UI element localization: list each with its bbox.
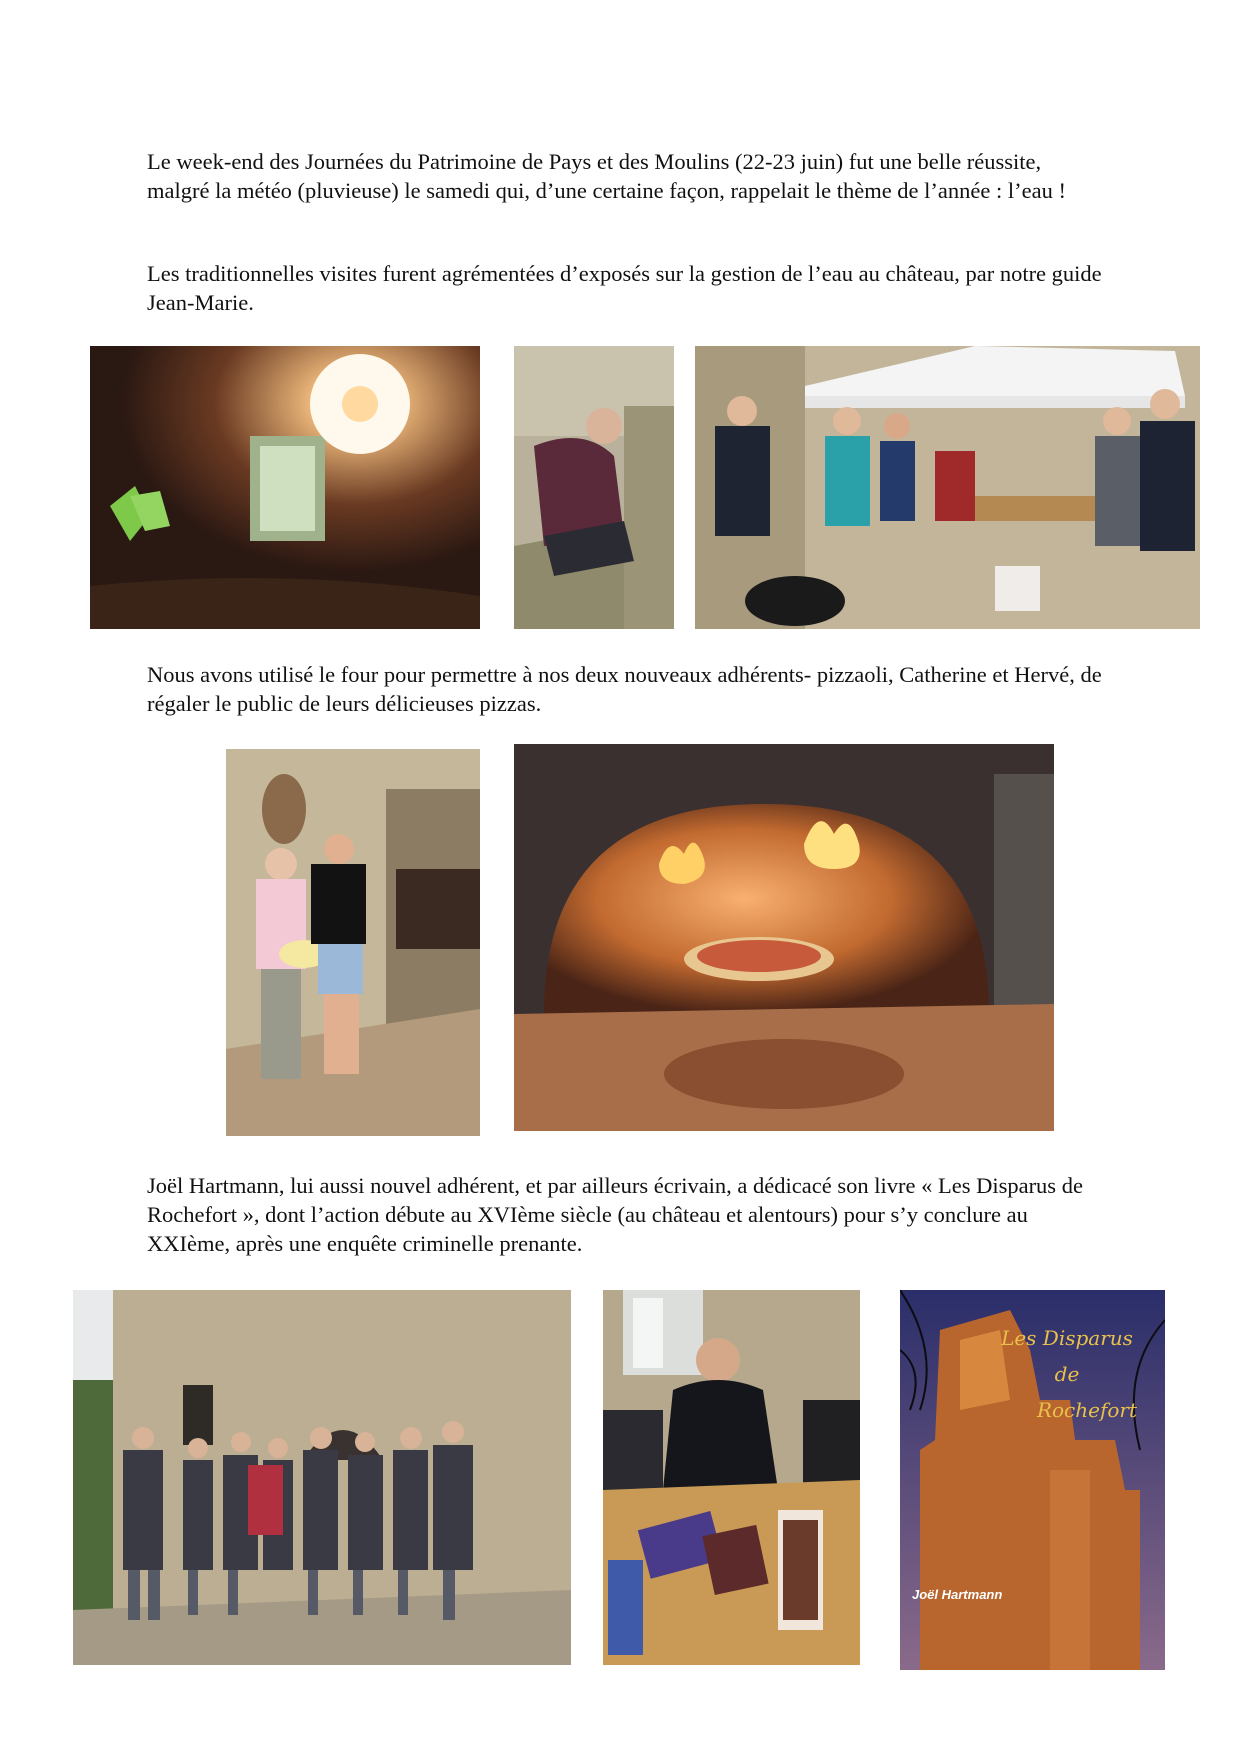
intro-paragraph: Le week-end des Journées du Patrimoine de Pays et des Moulins (22-23 juin) fut une belle réussite, malgré la météo (pluvieuse) le samedi qui, d’une certaine façon, rappelait le thème de l’année : l’eau !	[147, 149, 1066, 203]
book-cover-title: Les Disparus de Rochefort	[1001, 1326, 1137, 1422]
pizza-paragraph: Nous avons utilisé le four pour permettre à nos deux nouveaux adhérents- pizzaoli, Catherine et Hervé, de régaler le public de leurs délicieuses pizzas.	[147, 662, 1102, 716]
photo-cave-lamp	[90, 346, 480, 629]
photo-author-signing	[603, 1290, 860, 1665]
photo-pizza-oven	[514, 744, 1054, 1131]
book-paragraph: Joël Hartmann, lui aussi nouvel adhérent, et par ailleurs écrivain, a dédicacé son livre « Les Disparus de Rochefort », dont l’action débute au XVIème siècle (au château et alentours) pour s’y conclure au XXIème, après une enquête criminelle prenante.	[147, 1173, 1083, 1256]
visits-paragraph: Les traditionnelles visites furent agrémentées d’exposés sur la gestion de l’eau au château, par notre guide Jean-Marie.	[147, 261, 1102, 315]
book-cover	[900, 1290, 1165, 1670]
photo-man-kneeling	[514, 346, 674, 629]
photo-group-tent	[695, 346, 1200, 629]
photo-group-castle	[73, 1290, 571, 1665]
book-cover-author: Joël Hartmann	[912, 1587, 1003, 1602]
photo-pizzaioli-couple	[226, 749, 480, 1136]
